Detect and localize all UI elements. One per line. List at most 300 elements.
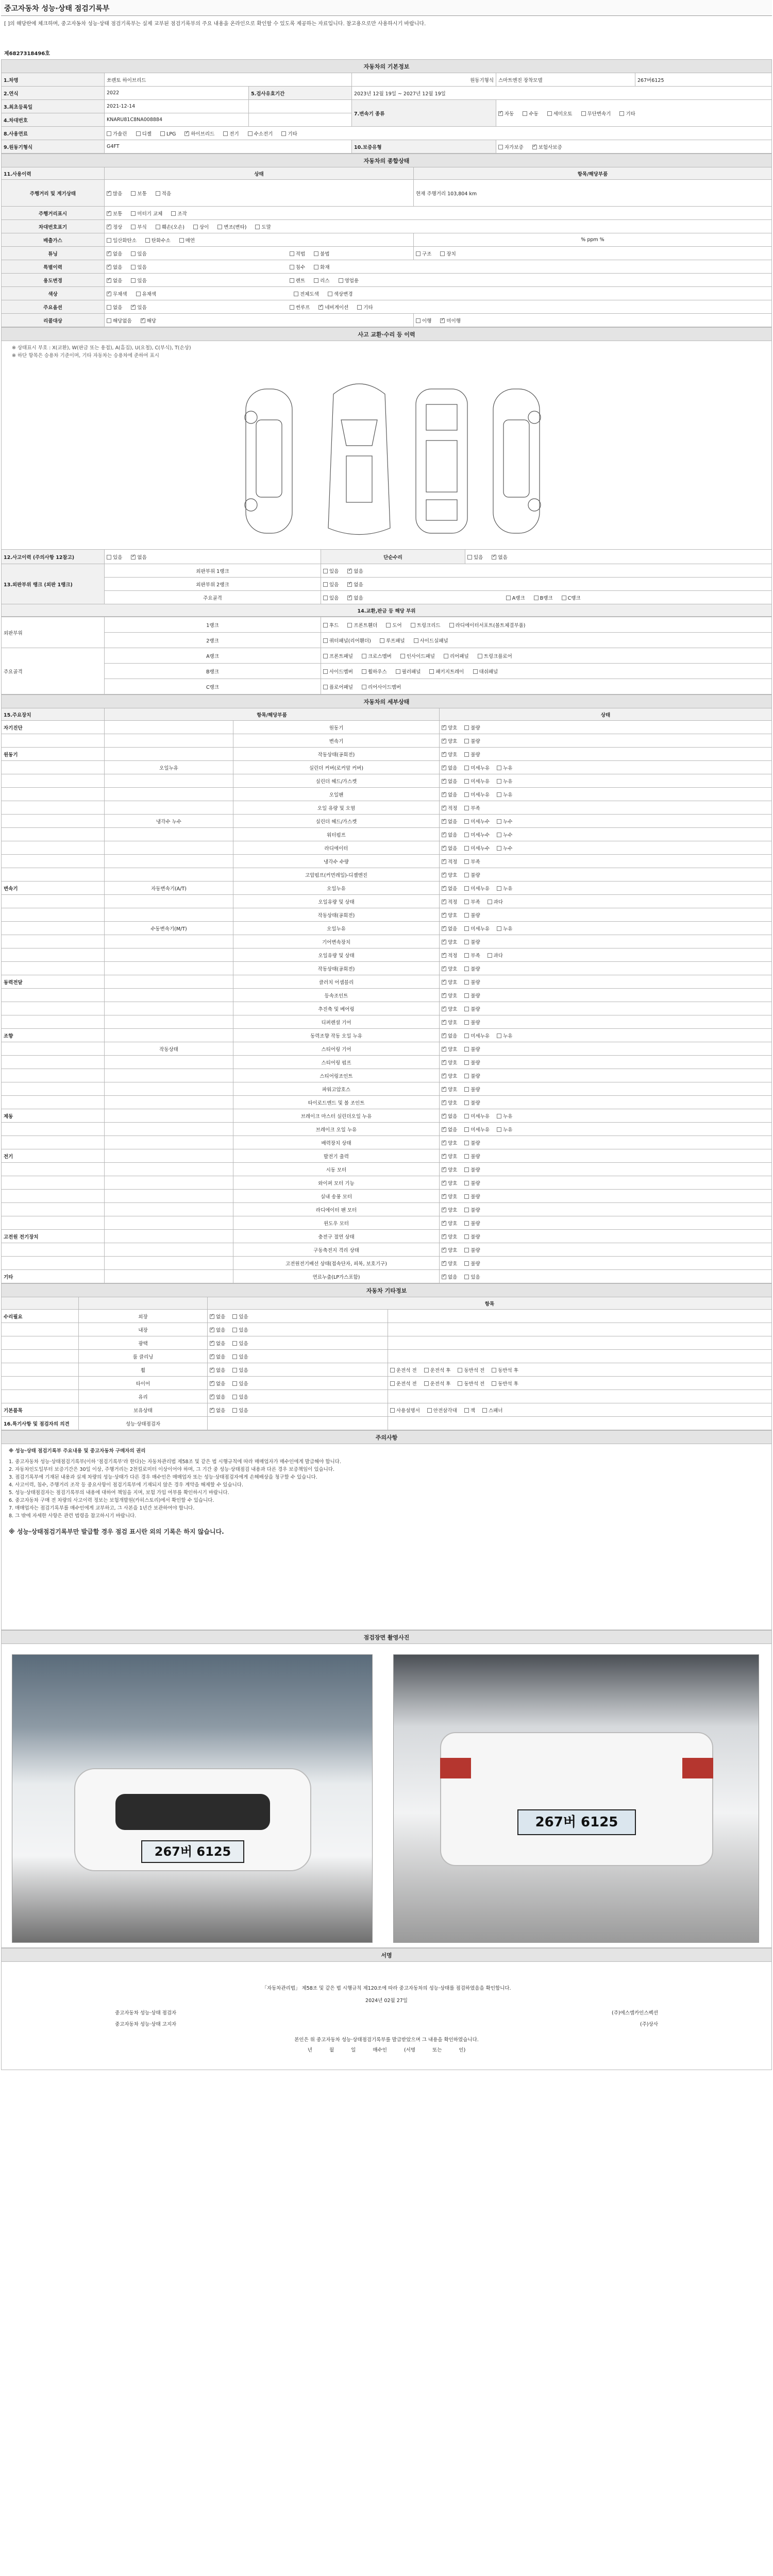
checkbox[interactable] [232,1381,237,1386]
checkbox[interactable] [442,1154,446,1159]
checkbox[interactable] [442,913,446,918]
recall-status-options: 이행 ✓ 미이행 [414,314,772,327]
checkbox[interactable] [442,779,446,784]
general-status-table [1,154,772,327]
checkbox[interactable] [464,900,469,904]
checkbox[interactable] [492,1381,496,1386]
checkbox[interactable] [464,926,469,931]
checkbox[interactable] [497,1127,501,1132]
checkbox[interactable] [442,792,446,797]
checkbox[interactable] [232,1328,237,1332]
group-label [2,962,105,975]
checkbox[interactable] [223,131,228,136]
checkbox[interactable] [131,251,136,256]
checkbox[interactable] [210,1314,214,1319]
extra-options [388,1390,772,1403]
checkbox[interactable] [232,1408,237,1413]
checkbox[interactable] [464,886,469,891]
checkbox[interactable] [442,1060,446,1065]
checkbox[interactable] [318,305,323,310]
checkbox[interactable] [458,1381,462,1386]
checkbox[interactable] [442,1020,446,1025]
vehicle-diagram-cell [2,363,772,550]
label-engine-type: 9.원동기형식 [2,140,105,154]
row-label: 튜닝 [2,247,105,260]
checkbox[interactable] [497,926,501,931]
checkbox[interactable] [464,1087,469,1092]
checkbox[interactable] [464,819,469,824]
checkbox[interactable] [390,1408,395,1413]
checkbox[interactable] [562,596,566,600]
checkbox[interactable] [464,980,469,985]
sub-label [105,1123,233,1136]
checkbox[interactable] [136,131,141,136]
parts-items: 쿼터패널(리어휀더) 루프패널 사이드실패널 [321,633,772,648]
notice-item: 8. 그 밖에 자세한 사항은 관련 법령을 참고하시기 바랍니다. [9,1513,137,1519]
checkbox[interactable] [464,766,469,770]
checkbox[interactable] [498,145,503,149]
checkbox[interactable] [442,873,446,877]
status-options: ✓ 양호 불량 [440,1002,772,1015]
checkbox[interactable] [131,265,136,269]
checkbox[interactable] [107,318,111,323]
checkbox[interactable] [362,685,366,689]
checkbox[interactable] [464,1194,469,1199]
table-row [2,1270,772,1283]
checkbox[interactable] [464,1047,469,1052]
checkbox[interactable] [339,278,343,283]
table-row [2,828,772,841]
checkbox[interactable] [478,654,482,658]
checkbox[interactable] [464,873,469,877]
checkbox[interactable] [442,1234,446,1239]
checkbox[interactable] [464,1033,469,1038]
checkbox[interactable] [107,305,111,310]
checkbox[interactable] [442,1167,446,1172]
checkbox[interactable] [416,251,421,256]
checkbox[interactable] [464,940,469,944]
checkbox[interactable] [464,833,469,837]
checkbox[interactable] [281,131,286,136]
checkbox[interactable] [464,725,469,730]
checkbox[interactable] [442,833,446,837]
checkbox[interactable] [442,1248,446,1252]
checkbox[interactable] [416,318,421,323]
checkbox[interactable] [217,225,222,229]
checkbox[interactable] [141,318,145,323]
group-label [2,788,105,801]
checkbox[interactable] [440,251,445,256]
item-label: 실린더 헤드/가스켓 [233,815,440,828]
checkbox[interactable] [210,1368,214,1372]
checkbox[interactable] [357,305,362,310]
status-options: ✓ 적정 부족 [440,855,772,868]
group-label: 변속기 [2,882,105,895]
checkbox[interactable] [179,238,184,243]
checkbox[interactable] [290,251,294,256]
checkbox[interactable] [532,145,537,149]
checkbox[interactable] [171,211,176,216]
status-options: ✓ 양호 불량 [440,1243,772,1257]
checkbox[interactable] [464,792,469,797]
parts-subtitle: 14.교환,판금 등 해당 부위 [2,604,772,617]
checkbox[interactable] [442,1033,446,1038]
checkbox[interactable] [464,1248,469,1252]
checkbox[interactable] [390,1368,395,1372]
buyer-sign-line: 년 월 일 매수인 (서명 또는 인) [307,2047,466,2053]
header-notice: [ ]의 해당란에 체크하며, 중고자동차 성능·상태 점검기록부는 실제 교부된 점검기록부의 주요 내용을 온라인으로 확인할 수 있도록 제공하는 자료입니다. 참고용으로만 사용하시기 바랍니다. [4,21,426,27]
group-label [2,1123,105,1136]
checkbox[interactable] [464,967,469,971]
checkbox[interactable] [488,953,492,958]
checkbox[interactable] [534,596,539,600]
checkbox[interactable] [255,225,260,229]
special-history-options: ✓ 없음 있음 침수 화재 [105,260,772,274]
notice-item: 6. 중고자동차 구매 전 차량의 사고이력 정보는 보험개발원(카히스토리)에서 확인할 수 있습니다. [9,1498,214,1503]
checkbox[interactable] [390,1381,395,1386]
item-label: 시동 모터 [233,1163,440,1176]
checkbox[interactable] [497,779,501,784]
checkbox[interactable] [464,752,469,757]
checkbox[interactable] [429,669,434,674]
checkbox[interactable] [314,278,318,283]
checkbox[interactable] [442,1100,446,1105]
status-options: ✓ 양호 불량 [440,734,772,748]
table-row [2,1042,772,1056]
checkbox[interactable] [464,859,469,864]
checkbox[interactable] [464,1275,469,1279]
checkbox[interactable] [323,669,328,674]
status-options [208,1417,388,1430]
checkbox[interactable] [290,265,294,269]
checkbox[interactable] [380,638,384,643]
checkbox[interactable] [464,1181,469,1185]
checkbox[interactable] [464,953,469,958]
checkbox[interactable] [442,980,446,985]
checkbox[interactable] [323,654,328,658]
status-options: ✓ 양호 불량 [440,1230,772,1243]
checkbox[interactable] [442,940,446,944]
checkbox[interactable] [464,1154,469,1159]
checkbox[interactable] [131,225,136,229]
checkbox[interactable] [323,638,328,643]
checkbox[interactable] [107,251,111,256]
checkbox[interactable] [464,913,469,918]
value-model-year: 2022 [105,87,249,100]
checkbox[interactable] [156,191,160,196]
checkbox[interactable] [131,555,136,560]
checkbox[interactable] [442,1127,446,1132]
status-options: ✓ 없음 있음 [208,1350,388,1363]
group-label [2,801,105,815]
checkbox[interactable] [442,1181,446,1185]
table-row [2,721,772,734]
table-row [2,882,772,895]
checkbox[interactable] [210,1341,214,1346]
receive-statement: 본인은 위 중고자동차 성능·상태점검기록부를 발급받았으며 그 내용을 확인하였습니다. [294,2037,479,2043]
sub-label [105,828,233,841]
checkbox[interactable] [488,900,492,904]
checkbox[interactable] [314,251,318,256]
checkbox[interactable] [347,569,352,573]
checkbox[interactable] [107,292,111,296]
checkbox[interactable] [464,779,469,784]
checkbox[interactable] [442,953,446,958]
status-options: ✓ 없음 미세누수 누수 [440,828,772,841]
checkbox[interactable] [107,238,111,243]
checkbox[interactable] [449,623,454,628]
notice-item: 3. 점검기록부에 기재된 내용과 실제 차량의 성능·상태가 다른 경우 매수인은 매매업자 또는 성능·상태점검자에게 손해배상을 청구할 수 있습니다. [9,1475,317,1480]
checkbox[interactable] [294,292,298,296]
checkbox[interactable] [497,833,501,837]
status-options: ✓ 없음 있음 [208,1323,388,1336]
checkbox[interactable] [464,1114,469,1118]
table-row [2,1163,772,1176]
checkbox[interactable] [160,131,165,136]
checkbox[interactable] [347,582,352,587]
item-label: 파워고압호스 [233,1082,440,1096]
checkbox[interactable] [210,1354,214,1359]
status-options: ✓ 없음 미세누유 누유 [440,882,772,895]
table-row [2,1323,772,1336]
color-options: ✓ 무채색 유채색 전체도색 색상변경 [105,287,772,300]
checkbox[interactable] [442,1194,446,1199]
checkbox[interactable] [473,669,478,674]
status-options: ✓ 양호 불량 [440,1015,772,1029]
checkbox[interactable] [442,739,446,743]
notice-list [2,1444,771,1630]
checkbox[interactable] [464,1020,469,1025]
checkbox[interactable] [232,1314,237,1319]
checkbox[interactable] [362,669,366,674]
checkbox[interactable] [362,654,366,658]
group-label [2,1377,79,1390]
checkbox[interactable] [442,806,446,810]
checkbox[interactable] [107,131,111,136]
checkbox[interactable] [400,654,405,658]
checkbox[interactable] [107,555,111,560]
checkbox[interactable] [210,1395,214,1399]
checkbox[interactable] [442,1261,446,1266]
checkbox[interactable] [442,993,446,998]
sub-label [105,1136,233,1149]
checkbox[interactable] [131,305,136,310]
checkbox[interactable] [347,623,352,628]
checkbox[interactable] [523,111,527,116]
checkbox[interactable] [581,111,586,116]
checkbox[interactable] [464,1234,469,1239]
table-row [2,935,772,948]
checkbox[interactable] [464,1221,469,1226]
checkbox[interactable] [131,191,136,196]
value-first-registration: 2021-12-14 [105,100,249,113]
checkbox[interactable] [210,1408,214,1413]
group-label [2,734,105,748]
checkbox[interactable] [492,1368,496,1372]
parts-items: 사이드멤버 휠하우스 필러패널 패키지트레이 대쉬패널 [321,664,772,679]
checkbox[interactable] [210,1328,214,1332]
group-label [2,1323,79,1336]
item-label: 기어변속장치 [233,935,440,948]
table-row [2,1403,772,1417]
extra-options [388,1323,772,1336]
sub-label [105,962,233,975]
checkbox[interactable] [492,555,496,560]
item-label: 실린더 커버(로커암 커버) [233,761,440,774]
checkbox[interactable] [323,582,328,587]
checkbox[interactable] [497,792,501,797]
checkbox[interactable] [464,1074,469,1078]
item-label: 오일팬 [233,788,440,801]
checkbox[interactable] [497,846,501,851]
checkbox[interactable] [411,623,415,628]
checkbox[interactable] [232,1354,237,1359]
checkbox[interactable] [464,1167,469,1172]
sub-label: 냉각수 누수 [105,815,233,828]
checkbox[interactable] [396,669,400,674]
status-options: ✓ 양호 불량 [440,1136,772,1149]
checkbox[interactable] [145,238,150,243]
checkbox[interactable] [323,569,328,573]
checkbox[interactable] [107,211,111,216]
checkbox[interactable] [464,1100,469,1105]
group-label: 기타 [2,1270,105,1283]
checkbox[interactable] [464,846,469,851]
checkbox[interactable] [184,131,189,136]
checkbox[interactable] [464,1261,469,1266]
checkbox[interactable] [386,623,391,628]
legend-line: ※ 상태표시 부호 : X(교환), W(판금 또는 용접), A(흠집), U(요철), C(부식), T(손상) [12,345,191,351]
checkbox[interactable] [619,111,624,116]
checkbox[interactable] [442,1007,446,1011]
group-label [2,868,105,882]
checkbox[interactable] [156,225,160,229]
detail-status-table [1,694,772,1283]
checkbox[interactable] [136,292,141,296]
checkbox[interactable] [442,1221,446,1226]
checkbox[interactable] [328,292,332,296]
status-options: ✓ 적정 부족 [440,801,772,815]
checkbox[interactable] [498,111,503,116]
checkbox[interactable] [442,1074,446,1078]
row-label: 주행거리 및 계기상태 [2,180,105,207]
checkbox[interactable] [442,1208,446,1212]
item-label: 연료누출(LP가스포함) [233,1270,440,1283]
checkbox[interactable] [232,1341,237,1346]
checkbox[interactable] [464,1007,469,1011]
checkbox[interactable] [442,819,446,824]
row-label: 주요골격 [105,591,321,604]
checkbox[interactable] [442,1087,446,1092]
item-label: 발전기 출력 [233,1149,440,1163]
checkbox[interactable] [107,225,111,229]
checkbox[interactable] [107,191,111,196]
checkbox[interactable] [424,1368,429,1372]
checkbox[interactable] [427,1408,432,1413]
checkbox[interactable] [442,766,446,770]
checkbox[interactable] [323,685,328,689]
checkbox[interactable] [107,278,111,283]
checkbox[interactable] [464,1408,469,1413]
checkbox[interactable] [442,725,446,730]
table-row [2,1096,772,1109]
checkbox[interactable] [232,1395,237,1399]
checkbox[interactable] [464,739,469,743]
checkbox[interactable] [442,1114,446,1118]
checkbox[interactable] [482,1408,487,1413]
checkbox[interactable] [497,1033,501,1038]
checkbox[interactable] [314,265,318,269]
sub-label [105,1190,233,1203]
checkbox[interactable] [440,318,445,323]
label-transmission: 7.변속기 종류 [352,100,496,127]
checkbox[interactable] [290,305,294,310]
checkbox[interactable] [467,555,472,560]
checkbox[interactable] [347,596,352,600]
checkbox[interactable] [464,1127,469,1132]
checkbox[interactable] [323,596,328,600]
accident-options: 있음 ✓ 없음 [105,550,321,564]
row-label: 차대번호표기 [2,220,105,233]
checkbox[interactable] [248,131,253,136]
checkbox[interactable] [547,111,552,116]
checkbox[interactable] [442,900,446,904]
checkbox[interactable] [442,752,446,757]
checkbox[interactable] [464,993,469,998]
checkbox[interactable] [442,886,446,891]
item-label: 오일유량 및 상태 [233,948,440,962]
checkbox[interactable] [442,926,446,931]
table-row [2,1230,772,1243]
checkbox[interactable] [506,596,511,600]
column-header: 항목/해당부품 [414,167,772,180]
checkbox[interactable] [323,623,328,628]
checkbox[interactable] [464,1208,469,1212]
checkbox[interactable] [131,211,136,216]
checkbox[interactable] [107,265,111,269]
table-row [2,1190,772,1203]
checkbox[interactable] [458,1368,462,1372]
checkbox[interactable] [497,819,501,824]
checkbox[interactable] [497,766,501,770]
group-label [2,1363,79,1377]
checkbox[interactable] [414,638,418,643]
checkbox[interactable] [442,967,446,971]
checkbox[interactable] [442,846,446,851]
checkbox[interactable] [424,1381,429,1386]
checkbox[interactable] [464,1060,469,1065]
checkbox[interactable] [442,1047,446,1052]
item-label: 성능·상태점검자 [79,1417,208,1430]
checkbox[interactable] [232,1368,237,1372]
checkbox[interactable] [497,1114,501,1118]
checkbox[interactable] [442,1141,446,1145]
checkbox[interactable] [464,806,469,810]
checkbox[interactable] [210,1381,214,1386]
checkbox[interactable] [193,225,198,229]
extra-options [388,1417,772,1430]
checkbox[interactable] [131,278,136,283]
checkbox[interactable] [444,654,448,658]
section-title-general: 자동차의 종합상태 [2,154,772,167]
checkbox[interactable] [442,859,446,864]
checkbox[interactable] [497,886,501,891]
checkbox[interactable] [464,1141,469,1145]
checkbox[interactable] [442,1275,446,1279]
sub-label [105,734,233,748]
checkbox[interactable] [290,278,294,283]
mileage-options: ✓ 많음 보통 적음 [105,180,414,207]
